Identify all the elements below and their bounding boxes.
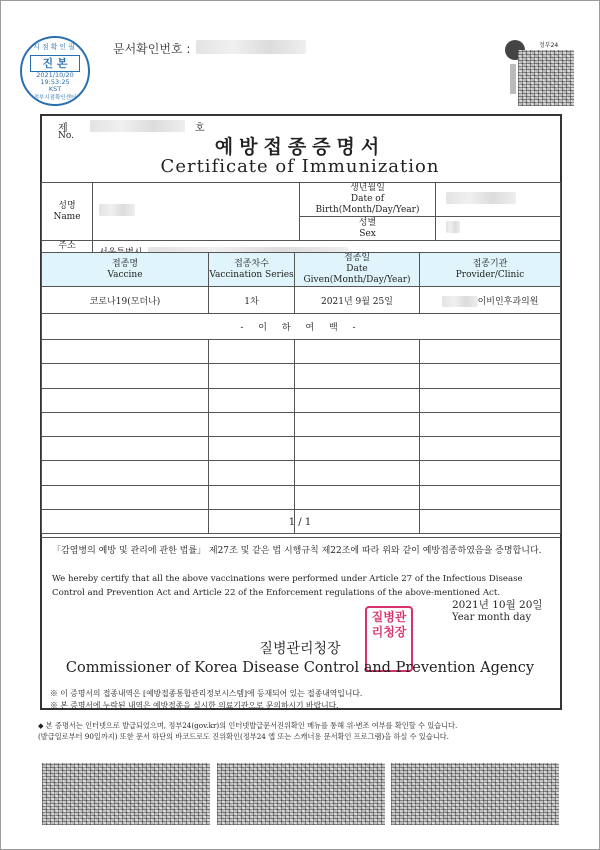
address-label-ko: 주소	[58, 241, 76, 251]
footer-line: (발급일로부터 90일까지) 또한 문서 하단의 바코드로도 진위확인(정부24 앱 또는 스캐너용 문서확인 프로그램)을 하실 수 있습니다.	[38, 732, 449, 741]
header-provider-ko: 접종기관	[472, 258, 508, 269]
number-suffix: 호	[195, 123, 205, 134]
number-label-ko: 제	[58, 123, 68, 134]
vaccine-cell: 코로나19(모더나)	[42, 287, 209, 314]
2d-barcode-bottom-3	[391, 763, 559, 825]
footer-notice	[38, 720, 568, 742]
header-vaccine	[42, 253, 209, 287]
table-row	[42, 388, 561, 412]
sex-redacted	[446, 221, 460, 233]
commissioner-title-ko: 질병관리청장	[259, 641, 341, 657]
dob-label-ko: 생년월일	[350, 183, 385, 193]
certificate-number-redacted	[90, 120, 185, 132]
table-row	[42, 485, 561, 509]
name-label-cell	[42, 183, 93, 241]
2d-barcode-bottom-2	[217, 763, 385, 825]
name-redacted	[99, 204, 135, 216]
table-row	[42, 461, 561, 485]
stamp-bottom-text: 정부시점확인센터	[33, 95, 77, 101]
sex-label-cell	[300, 217, 436, 241]
2d-barcode-bottom-1	[42, 763, 210, 825]
title-english: Certificate of Immunization	[160, 156, 440, 177]
issue-date: 2021년 10월 20일	[452, 599, 543, 611]
issue-date-en: Year month day	[452, 612, 532, 623]
table-row	[42, 364, 561, 388]
vaccination-table	[41, 252, 561, 534]
document-number-redacted	[196, 40, 306, 54]
commissioner-title-en: Commissioner of Korea Disease Control and Prevention Agency	[65, 660, 535, 676]
gov24-label: 정부24	[539, 42, 559, 49]
dob-redacted	[446, 192, 516, 204]
number-label-en: No.	[58, 131, 74, 141]
stamp-top-text: 시점확인필	[33, 43, 77, 51]
note-item: ※ 이 증명서의 접종내역은 [예방접종통합관리정보시스템]에 등재되어 있는 접종내역입니다.	[50, 689, 363, 698]
header-date-en: Date Given(Month/Day/Year)	[303, 264, 411, 285]
header-series	[209, 253, 295, 287]
2d-barcode-top	[518, 50, 574, 106]
stamp-tz: KST	[48, 85, 62, 93]
title-korean: 예방접종증명서	[214, 136, 386, 158]
header-provider	[420, 253, 561, 287]
table-row	[42, 287, 561, 314]
timestamp-stamp	[20, 36, 90, 106]
divider	[41, 537, 561, 538]
header-series-en: Vaccination Series	[209, 269, 294, 280]
stamp-date: 2021/10/20	[36, 71, 74, 79]
table-row	[42, 340, 561, 364]
side-mark	[510, 64, 516, 94]
stamp-datetime	[22, 72, 88, 93]
certification-text-ko: 「감염병의 예방 및 관리에 관한 법률」 제27조 및 같은 법 시행규칙 제22조에 따라 위와 같이 예방접종하였음을 증명합니다.	[52, 546, 542, 556]
footer-line: ◆ 본 증명서는 인터넷으로 발급되었으며, 정부24(gov.kr)의 인터넷발급문서진위확인 메뉴를 통해 위·변조 여부를 확인할 수 있습니다.	[38, 721, 458, 730]
name-value-cell	[93, 183, 300, 241]
sex-label-en: Sex	[359, 228, 376, 239]
dob-label-cell	[300, 183, 436, 217]
dob-label-en: Date of Birth(Month/Day/Year)	[315, 194, 420, 215]
name-label-en: Name	[53, 211, 81, 222]
series-cell: 1차	[209, 287, 295, 314]
stamp-time: 19:53:25	[40, 78, 70, 86]
header-vaccine-en: Vaccine	[107, 269, 143, 280]
end-of-list-text: - 이 하 여 백 -	[42, 314, 561, 340]
header-vaccine-ko: 접종명	[111, 258, 139, 269]
header-date	[295, 253, 420, 287]
page-number: 1 / 1	[288, 517, 312, 528]
header-series-ko: 접종차수	[234, 258, 269, 269]
name-label-ko: 성명	[58, 200, 76, 211]
stamp-main-text: 진 본	[30, 55, 80, 72]
sex-value-cell	[436, 217, 561, 241]
table-row	[42, 412, 561, 436]
notes	[50, 688, 560, 712]
date-cell: 2021년 9월 25일	[295, 287, 420, 314]
official-seal: 질병관리청장	[365, 606, 413, 672]
header-provider-en: Provider/Clinic	[455, 269, 525, 280]
note-item: ※ 본 증명서에 누락된 내역은 예방접종을 실시한 의료기관으로 문의하시기 바랍니다.	[50, 701, 339, 710]
provider-cell	[420, 287, 561, 314]
header-date-ko: 접종일	[343, 253, 371, 263]
certification-text-en: We hereby certify that all the above vaccinations were performed under Article 27 of the Infectious Disease Control and Prevention Act and Article 22 of the Enforcement regulations of the above-mentioned Act.	[52, 574, 523, 598]
provider-redacted	[442, 296, 478, 307]
sex-label-ko: 성별	[358, 217, 377, 228]
provider-name: 이비인후과의원	[477, 296, 539, 307]
document-number-label: 문서확인번호 :	[113, 42, 191, 56]
table-row	[42, 437, 561, 461]
dob-value-cell	[436, 183, 561, 217]
